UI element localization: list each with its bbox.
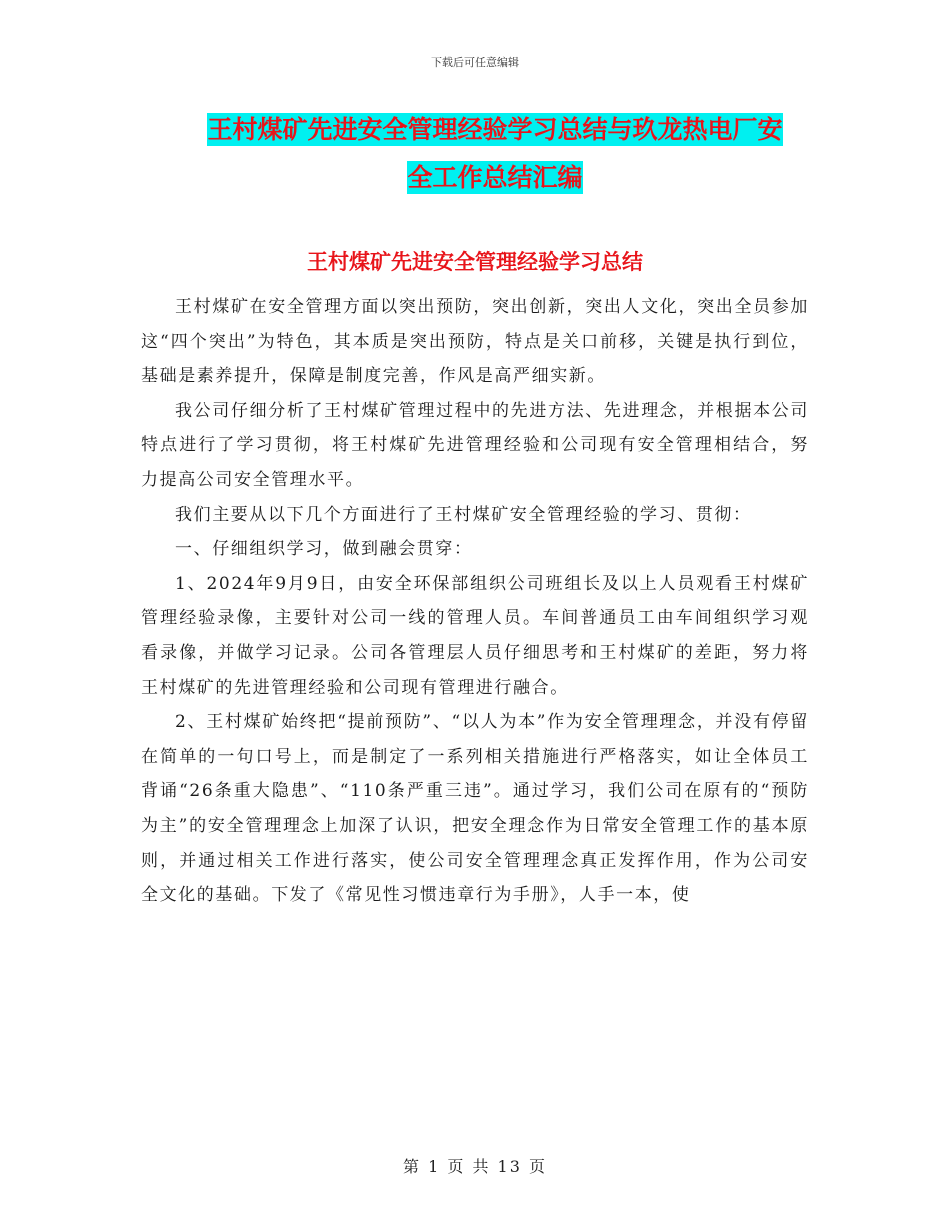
paragraph-1: 王村煤矿在安全管理方面以突出预防，突出创新，突出人文化，突出全员参加这“四个突出”为特色，其本质是突出预防，特点是关口前移，关键是执行到位，基础是素养提升，保障是制度完善，作风是高严细实新。 — [141, 297, 809, 387]
body-text — [141, 290, 809, 913]
page-number: 第 1 页 共 13 页 — [403, 1157, 547, 1176]
page-header-note: 下载后可任意编辑 — [431, 56, 519, 69]
document-title-line2: 全工作总结汇编 — [407, 163, 583, 192]
paragraph-5: 1、2024年9月9日，由安全环保部组织公司班组长及以上人员观看王村煤矿管理经验录像，主要针对公司一线的管理人员。车间普通员工由车间组织学习观看录像，并做学习记录。公司各管理层人员仔细思考和王村煤矿的差距，努力将王村煤矿的先进管理经验和公司现有管理进行融合。 — [141, 573, 809, 698]
paragraph-4: 一、仔细组织学习，做到融会贯穿： — [175, 539, 473, 560]
document-title-line1: 王村煤矿先进安全管理经验学习总结与玖龙热电厂安 — [207, 115, 783, 144]
paragraph-6: 2、王村煤矿始终把“提前预防”、“以人为本”作为安全管理理念，并没有停留在简单的一句口号上，而是制定了一系列相关措施进行严格落实，如让全体员工背诵“26条重大隐患”、“110条严重三违”。通过学习，我们公司在原有的“预防为主”的安全管理理念上加深了认识，把安全理念作为日常安全管理工作的基本原则，并通过相关工作进行落实，使公司安全管理理念真正发挥作用，作为公司安全文化的基础。下发了《常见性习惯违章行为手册》，人手一本，使 — [141, 712, 809, 906]
document-title — [150, 106, 840, 202]
section-heading: 王村煤矿先进安全管理经验学习总结 — [307, 250, 643, 274]
paragraph-3: 我们主要从以下几个方面进行了王村煤矿安全管理经验的学习、贯彻： — [175, 504, 752, 525]
paragraph-2: 我公司仔细分析了王村煤矿管理过程中的先进方法、先进理念，并根据本公司特点进行了学习贯彻，将王村煤矿先进管理经验和公司现有安全管理相结合，努力提高公司安全管理水平。 — [141, 400, 809, 490]
